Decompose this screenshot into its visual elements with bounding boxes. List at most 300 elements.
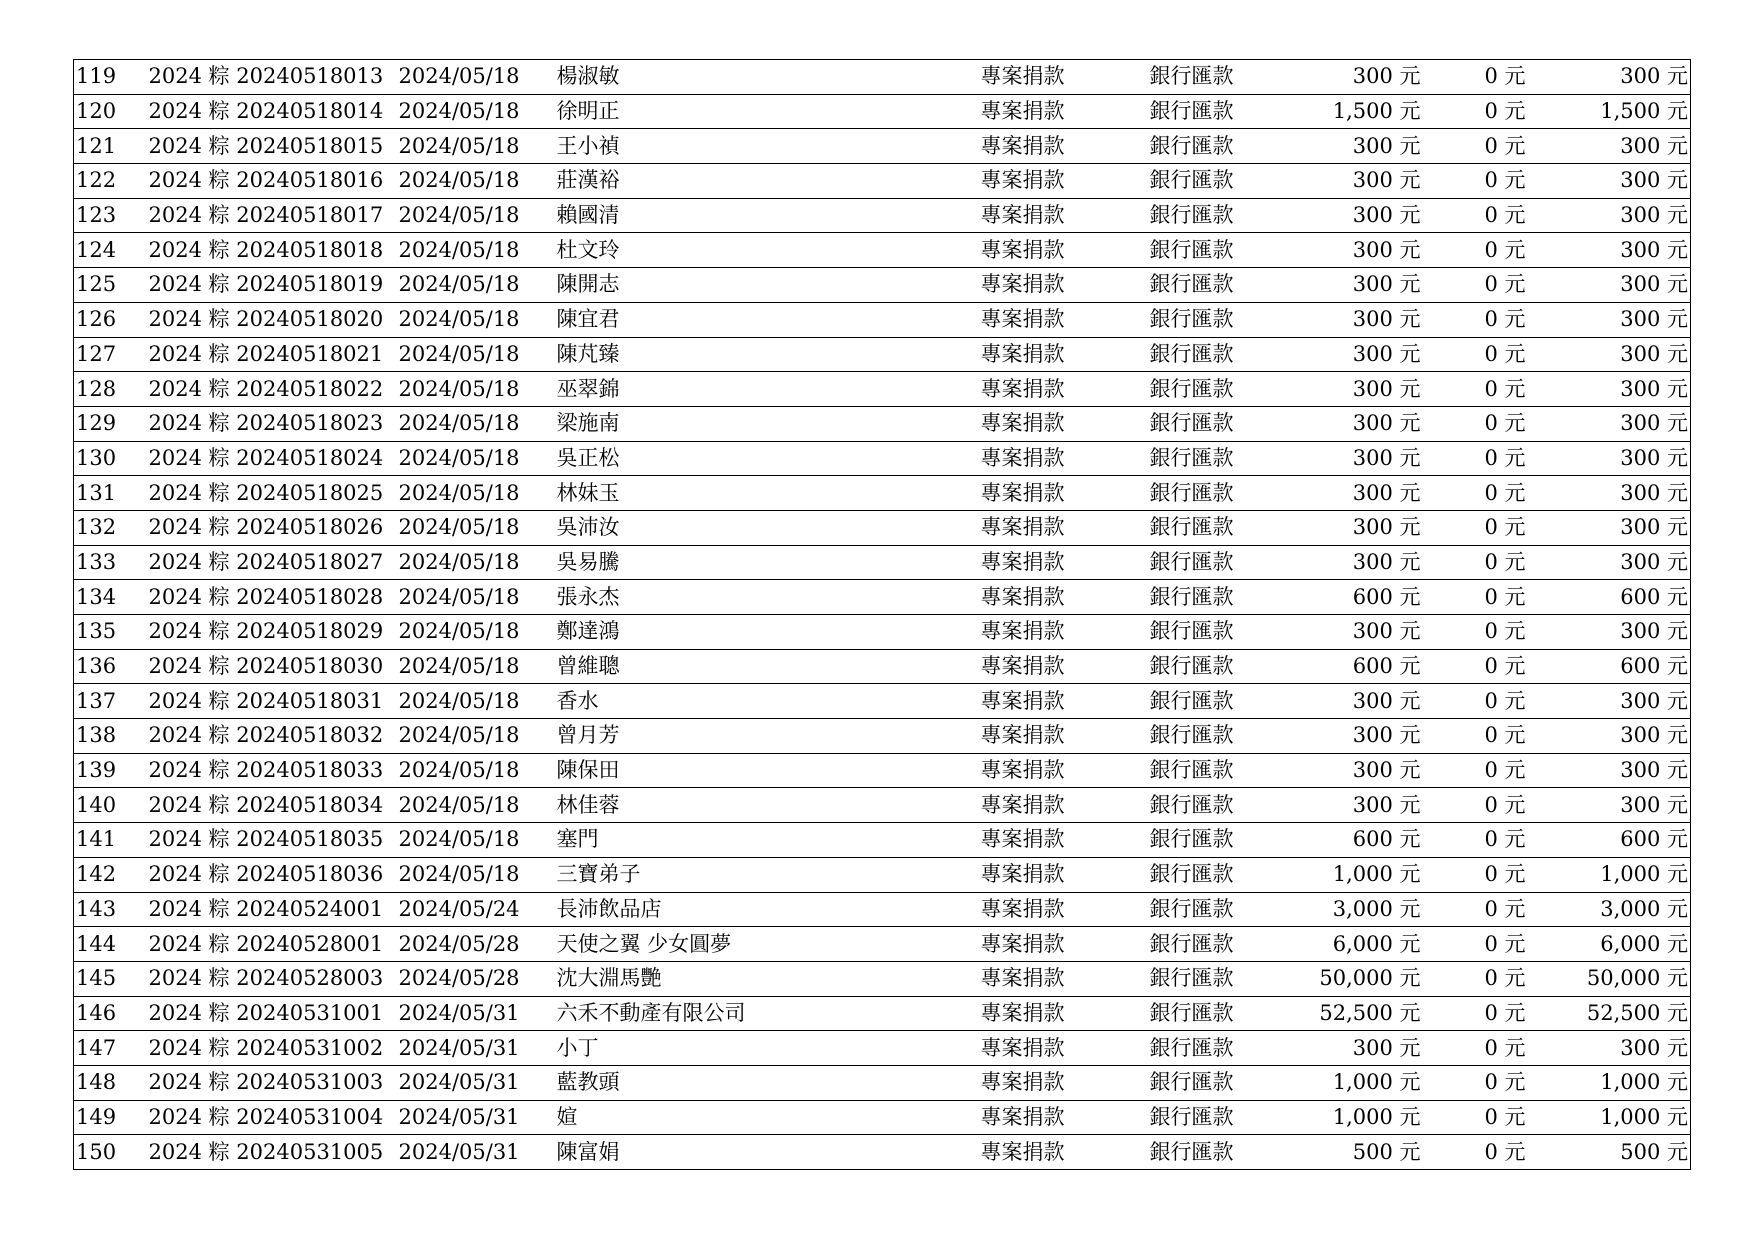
- receipt-number-cell: 2024 粽 20240518014: [147, 94, 397, 129]
- payment-method-cell: 銀行匯款: [1148, 1135, 1288, 1170]
- donation-date-cell: 2024/05/31: [397, 996, 555, 1031]
- table-row: [74, 198, 1691, 233]
- table-row: [74, 372, 1691, 407]
- payment-method-cell: 銀行匯款: [1148, 302, 1288, 337]
- donation-amount-cell: 300 元: [1288, 233, 1423, 268]
- receipt-number-cell: 2024 粽 20240518032: [147, 719, 397, 754]
- payment-method-cell: 銀行匯款: [1148, 1065, 1288, 1100]
- fee-amount-cell: 0 元: [1423, 302, 1528, 337]
- row-number-cell: 145: [74, 961, 147, 996]
- donation-amount-cell: 1,000 元: [1288, 1065, 1423, 1100]
- receipt-number-cell: 2024 粽 20240518021: [147, 337, 397, 372]
- payment-method-cell: 銀行匯款: [1148, 129, 1288, 164]
- donation-type-cell: 專案捐款: [979, 441, 1148, 476]
- table-row: [74, 233, 1691, 268]
- net-amount-cell: 500 元: [1528, 1135, 1691, 1170]
- receipt-number-cell: 2024 粽 20240518019: [147, 268, 397, 303]
- donation-type-cell: 專案捐款: [979, 996, 1148, 1031]
- receipt-number-cell: 2024 粽 20240518024: [147, 441, 397, 476]
- donation-date-cell: 2024/05/28: [397, 927, 555, 962]
- donor-name-cell: 賴國清: [555, 198, 979, 233]
- net-amount-cell: 52,500 元: [1528, 996, 1691, 1031]
- table-row: [74, 996, 1691, 1031]
- donation-type-cell: 專案捐款: [979, 927, 1148, 962]
- receipt-number-cell: 2024 粽 20240518033: [147, 753, 397, 788]
- net-amount-cell: 300 元: [1528, 719, 1691, 754]
- donation-amount-cell: 1,000 元: [1288, 857, 1423, 892]
- net-amount-cell: 600 元: [1528, 823, 1691, 858]
- net-amount-cell: 1,000 元: [1528, 857, 1691, 892]
- donor-name-cell: 沈大淵馬艷: [555, 961, 979, 996]
- row-number-cell: 120: [74, 94, 147, 129]
- net-amount-cell: 1,500 元: [1528, 94, 1691, 129]
- donation-amount-cell: 300 元: [1288, 337, 1423, 372]
- net-amount-cell: 300 元: [1528, 684, 1691, 719]
- donation-amount-cell: 50,000 元: [1288, 961, 1423, 996]
- table-row: [74, 441, 1691, 476]
- donation-amount-cell: 500 元: [1288, 1135, 1423, 1170]
- table-row: [74, 580, 1691, 615]
- donation-type-cell: 專案捐款: [979, 1065, 1148, 1100]
- net-amount-cell: 300 元: [1528, 1031, 1691, 1066]
- fee-amount-cell: 0 元: [1423, 580, 1528, 615]
- row-number-cell: 144: [74, 927, 147, 962]
- fee-amount-cell: 0 元: [1423, 615, 1528, 650]
- table-row: [74, 164, 1691, 199]
- payment-method-cell: 銀行匯款: [1148, 615, 1288, 650]
- receipt-number-cell: 2024 粽 20240518018: [147, 233, 397, 268]
- fee-amount-cell: 0 元: [1423, 94, 1528, 129]
- table-row: [74, 823, 1691, 858]
- donation-date-cell: 2024/05/18: [397, 580, 555, 615]
- receipt-number-cell: 2024 粽 20240531004: [147, 1100, 397, 1135]
- receipt-number-cell: 2024 粽 20240518025: [147, 476, 397, 511]
- donation-amount-cell: 300 元: [1288, 753, 1423, 788]
- receipt-number-cell: 2024 粽 20240518036: [147, 857, 397, 892]
- donation-date-cell: 2024/05/18: [397, 476, 555, 511]
- donation-amount-cell: 300 元: [1288, 788, 1423, 823]
- donation-type-cell: 專案捐款: [979, 1100, 1148, 1135]
- table-row: [74, 649, 1691, 684]
- net-amount-cell: 300 元: [1528, 545, 1691, 580]
- donation-type-cell: 專案捐款: [979, 337, 1148, 372]
- donor-name-cell: 陳芃臻: [555, 337, 979, 372]
- donation-type-cell: 專案捐款: [979, 1031, 1148, 1066]
- donation-type-cell: 專案捐款: [979, 233, 1148, 268]
- donation-type-cell: 專案捐款: [979, 1135, 1148, 1170]
- fee-amount-cell: 0 元: [1423, 996, 1528, 1031]
- row-number-cell: 128: [74, 372, 147, 407]
- donation-amount-cell: 6,000 元: [1288, 927, 1423, 962]
- row-number-cell: 119: [74, 60, 147, 95]
- donor-name-cell: 陳開志: [555, 268, 979, 303]
- donation-amount-cell: 52,500 元: [1288, 996, 1423, 1031]
- row-number-cell: 124: [74, 233, 147, 268]
- row-number-cell: 141: [74, 823, 147, 858]
- net-amount-cell: 600 元: [1528, 649, 1691, 684]
- receipt-number-cell: 2024 粽 20240518015: [147, 129, 397, 164]
- donor-name-cell: 王小禎: [555, 129, 979, 164]
- receipt-number-cell: 2024 粽 20240528003: [147, 961, 397, 996]
- receipt-number-cell: 2024 粽 20240518030: [147, 649, 397, 684]
- row-number-cell: 150: [74, 1135, 147, 1170]
- receipt-number-cell: 2024 粽 20240518026: [147, 510, 397, 545]
- receipt-number-cell: 2024 粽 20240518035: [147, 823, 397, 858]
- net-amount-cell: 6,000 元: [1528, 927, 1691, 962]
- donor-name-cell: 塞門: [555, 823, 979, 858]
- net-amount-cell: 300 元: [1528, 476, 1691, 511]
- payment-method-cell: 銀行匯款: [1148, 233, 1288, 268]
- fee-amount-cell: 0 元: [1423, 372, 1528, 407]
- fee-amount-cell: 0 元: [1423, 164, 1528, 199]
- row-number-cell: 136: [74, 649, 147, 684]
- donation-type-cell: 專案捐款: [979, 545, 1148, 580]
- fee-amount-cell: 0 元: [1423, 1031, 1528, 1066]
- receipt-number-cell: 2024 粽 20240528001: [147, 927, 397, 962]
- receipt-number-cell: 2024 粽 20240531003: [147, 1065, 397, 1100]
- fee-amount-cell: 0 元: [1423, 823, 1528, 858]
- table-row: [74, 753, 1691, 788]
- donation-amount-cell: 300 元: [1288, 510, 1423, 545]
- donation-amount-cell: 300 元: [1288, 129, 1423, 164]
- payment-method-cell: 銀行匯款: [1148, 1100, 1288, 1135]
- net-amount-cell: 300 元: [1528, 615, 1691, 650]
- table-row: [74, 719, 1691, 754]
- payment-method-cell: 銀行匯款: [1148, 545, 1288, 580]
- fee-amount-cell: 0 元: [1423, 927, 1528, 962]
- payment-method-cell: 銀行匯款: [1148, 441, 1288, 476]
- payment-method-cell: 銀行匯款: [1148, 996, 1288, 1031]
- donor-name-cell: 曾月芳: [555, 719, 979, 754]
- donation-type-cell: 專案捐款: [979, 892, 1148, 927]
- donation-type-cell: 專案捐款: [979, 164, 1148, 199]
- donation-date-cell: 2024/05/31: [397, 1100, 555, 1135]
- donation-amount-cell: 300 元: [1288, 476, 1423, 511]
- donation-amount-cell: 600 元: [1288, 649, 1423, 684]
- payment-method-cell: 銀行匯款: [1148, 927, 1288, 962]
- donation-amount-cell: 600 元: [1288, 580, 1423, 615]
- net-amount-cell: 300 元: [1528, 198, 1691, 233]
- row-number-cell: 148: [74, 1065, 147, 1100]
- row-number-cell: 140: [74, 788, 147, 823]
- payment-method-cell: 銀行匯款: [1148, 857, 1288, 892]
- net-amount-cell: 300 元: [1528, 441, 1691, 476]
- donation-date-cell: 2024/05/18: [397, 129, 555, 164]
- fee-amount-cell: 0 元: [1423, 441, 1528, 476]
- donor-name-cell: 林妹玉: [555, 476, 979, 511]
- donor-name-cell: 杜文玲: [555, 233, 979, 268]
- donation-ledger-table: [73, 59, 1691, 1170]
- donation-amount-cell: 600 元: [1288, 823, 1423, 858]
- table-row: [74, 788, 1691, 823]
- receipt-number-cell: 2024 粽 20240531005: [147, 1135, 397, 1170]
- net-amount-cell: 300 元: [1528, 60, 1691, 95]
- donor-name-cell: 吳易騰: [555, 545, 979, 580]
- net-amount-cell: 300 元: [1528, 129, 1691, 164]
- donation-type-cell: 專案捐款: [979, 615, 1148, 650]
- receipt-number-cell: 2024 粽 20240531001: [147, 996, 397, 1031]
- donation-date-cell: 2024/05/28: [397, 961, 555, 996]
- donor-name-cell: 林佳蓉: [555, 788, 979, 823]
- row-number-cell: 127: [74, 337, 147, 372]
- table-row: [74, 545, 1691, 580]
- table-row: [74, 406, 1691, 441]
- fee-amount-cell: 0 元: [1423, 1065, 1528, 1100]
- donor-name-cell: 張永杰: [555, 580, 979, 615]
- row-number-cell: 134: [74, 580, 147, 615]
- fee-amount-cell: 0 元: [1423, 753, 1528, 788]
- donation-type-cell: 專案捐款: [979, 788, 1148, 823]
- donation-type-cell: 專案捐款: [979, 719, 1148, 754]
- fee-amount-cell: 0 元: [1423, 649, 1528, 684]
- donation-date-cell: 2024/05/18: [397, 164, 555, 199]
- ledger-body: [74, 60, 1691, 1170]
- fee-amount-cell: 0 元: [1423, 892, 1528, 927]
- donation-date-cell: 2024/05/24: [397, 892, 555, 927]
- receipt-number-cell: 2024 粽 20240518027: [147, 545, 397, 580]
- receipt-number-cell: 2024 粽 20240518031: [147, 684, 397, 719]
- donation-date-cell: 2024/05/18: [397, 94, 555, 129]
- payment-method-cell: 銀行匯款: [1148, 337, 1288, 372]
- row-number-cell: 122: [74, 164, 147, 199]
- net-amount-cell: 300 元: [1528, 337, 1691, 372]
- donor-name-cell: 陳富娟: [555, 1135, 979, 1170]
- fee-amount-cell: 0 元: [1423, 476, 1528, 511]
- donation-type-cell: 專案捐款: [979, 857, 1148, 892]
- fee-amount-cell: 0 元: [1423, 545, 1528, 580]
- payment-method-cell: 銀行匯款: [1148, 823, 1288, 858]
- donation-type-cell: 專案捐款: [979, 372, 1148, 407]
- net-amount-cell: 50,000 元: [1528, 961, 1691, 996]
- table-row: [74, 684, 1691, 719]
- payment-method-cell: 銀行匯款: [1148, 649, 1288, 684]
- donation-date-cell: 2024/05/18: [397, 510, 555, 545]
- row-number-cell: 123: [74, 198, 147, 233]
- payment-method-cell: 銀行匯款: [1148, 164, 1288, 199]
- donation-type-cell: 專案捐款: [979, 302, 1148, 337]
- donation-type-cell: 專案捐款: [979, 961, 1148, 996]
- row-number-cell: 139: [74, 753, 147, 788]
- payment-method-cell: 銀行匯款: [1148, 580, 1288, 615]
- row-number-cell: 121: [74, 129, 147, 164]
- net-amount-cell: 300 元: [1528, 302, 1691, 337]
- net-amount-cell: 300 元: [1528, 164, 1691, 199]
- donor-name-cell: 梁施南: [555, 406, 979, 441]
- donation-date-cell: 2024/05/31: [397, 1135, 555, 1170]
- receipt-number-cell: 2024 粽 20240518023: [147, 406, 397, 441]
- fee-amount-cell: 0 元: [1423, 1135, 1528, 1170]
- table-row: [74, 476, 1691, 511]
- donation-amount-cell: 300 元: [1288, 164, 1423, 199]
- net-amount-cell: 300 元: [1528, 268, 1691, 303]
- table-row: [74, 1100, 1691, 1135]
- donor-name-cell: 六禾不動產有限公司: [555, 996, 979, 1031]
- donation-amount-cell: 300 元: [1288, 302, 1423, 337]
- net-amount-cell: 1,000 元: [1528, 1065, 1691, 1100]
- donation-date-cell: 2024/05/31: [397, 1065, 555, 1100]
- receipt-number-cell: 2024 粽 20240518028: [147, 580, 397, 615]
- donation-amount-cell: 3,000 元: [1288, 892, 1423, 927]
- net-amount-cell: 300 元: [1528, 406, 1691, 441]
- row-number-cell: 126: [74, 302, 147, 337]
- payment-method-cell: 銀行匯款: [1148, 198, 1288, 233]
- payment-method-cell: 銀行匯款: [1148, 406, 1288, 441]
- table-row: [74, 1031, 1691, 1066]
- donation-amount-cell: 300 元: [1288, 545, 1423, 580]
- net-amount-cell: 600 元: [1528, 580, 1691, 615]
- row-number-cell: 137: [74, 684, 147, 719]
- fee-amount-cell: 0 元: [1423, 1100, 1528, 1135]
- donation-amount-cell: 300 元: [1288, 684, 1423, 719]
- donor-name-cell: 吳沛汝: [555, 510, 979, 545]
- donation-date-cell: 2024/05/18: [397, 406, 555, 441]
- donation-date-cell: 2024/05/18: [397, 684, 555, 719]
- payment-method-cell: 銀行匯款: [1148, 372, 1288, 407]
- fee-amount-cell: 0 元: [1423, 684, 1528, 719]
- donation-amount-cell: 300 元: [1288, 615, 1423, 650]
- row-number-cell: 143: [74, 892, 147, 927]
- donation-amount-cell: 300 元: [1288, 1031, 1423, 1066]
- donation-date-cell: 2024/05/18: [397, 60, 555, 95]
- donation-date-cell: 2024/05/18: [397, 823, 555, 858]
- fee-amount-cell: 0 元: [1423, 788, 1528, 823]
- payment-method-cell: 銀行匯款: [1148, 1031, 1288, 1066]
- table-row: [74, 1135, 1691, 1170]
- fee-amount-cell: 0 元: [1423, 961, 1528, 996]
- payment-method-cell: 銀行匯款: [1148, 684, 1288, 719]
- payment-method-cell: 銀行匯款: [1148, 892, 1288, 927]
- donation-amount-cell: 300 元: [1288, 372, 1423, 407]
- row-number-cell: 138: [74, 719, 147, 754]
- donor-name-cell: 香水: [555, 684, 979, 719]
- donation-type-cell: 專案捐款: [979, 60, 1148, 95]
- donation-amount-cell: 300 元: [1288, 60, 1423, 95]
- donor-name-cell: 陳保田: [555, 753, 979, 788]
- row-number-cell: 146: [74, 996, 147, 1031]
- donation-date-cell: 2024/05/18: [397, 198, 555, 233]
- donation-date-cell: 2024/05/18: [397, 719, 555, 754]
- donor-name-cell: 三寶弟子: [555, 857, 979, 892]
- donation-type-cell: 專案捐款: [979, 198, 1148, 233]
- fee-amount-cell: 0 元: [1423, 233, 1528, 268]
- table-row: [74, 615, 1691, 650]
- receipt-number-cell: 2024 粽 20240518020: [147, 302, 397, 337]
- table-row: [74, 961, 1691, 996]
- donor-name-cell: 小丁: [555, 1031, 979, 1066]
- donation-amount-cell: 300 元: [1288, 406, 1423, 441]
- table-row: [74, 60, 1691, 95]
- payment-method-cell: 銀行匯款: [1148, 788, 1288, 823]
- fee-amount-cell: 0 元: [1423, 719, 1528, 754]
- net-amount-cell: 300 元: [1528, 753, 1691, 788]
- donation-type-cell: 專案捐款: [979, 268, 1148, 303]
- net-amount-cell: 300 元: [1528, 510, 1691, 545]
- table-row: [74, 337, 1691, 372]
- row-number-cell: 133: [74, 545, 147, 580]
- donation-type-cell: 專案捐款: [979, 94, 1148, 129]
- donation-date-cell: 2024/05/18: [397, 615, 555, 650]
- donor-name-cell: 楊淑敏: [555, 60, 979, 95]
- donor-name-cell: 徐明正: [555, 94, 979, 129]
- fee-amount-cell: 0 元: [1423, 129, 1528, 164]
- donor-name-cell: 吳正松: [555, 441, 979, 476]
- payment-method-cell: 銀行匯款: [1148, 961, 1288, 996]
- donor-name-cell: 媗: [555, 1100, 979, 1135]
- receipt-number-cell: 2024 粽 20240518022: [147, 372, 397, 407]
- receipt-number-cell: 2024 粽 20240518034: [147, 788, 397, 823]
- row-number-cell: 130: [74, 441, 147, 476]
- donor-name-cell: 藍教頭: [555, 1065, 979, 1100]
- donor-name-cell: 陳宜君: [555, 302, 979, 337]
- receipt-number-cell: 2024 粽 20240518013: [147, 60, 397, 95]
- donor-name-cell: 巫翠錦: [555, 372, 979, 407]
- donation-amount-cell: 1,500 元: [1288, 94, 1423, 129]
- donor-name-cell: 莊漢裕: [555, 164, 979, 199]
- donation-type-cell: 專案捐款: [979, 649, 1148, 684]
- donor-name-cell: 天使之翼 少女圓夢: [555, 927, 979, 962]
- donation-date-cell: 2024/05/18: [397, 372, 555, 407]
- donor-name-cell: 長沛飲品店: [555, 892, 979, 927]
- payment-method-cell: 銀行匯款: [1148, 476, 1288, 511]
- payment-method-cell: 銀行匯款: [1148, 510, 1288, 545]
- row-number-cell: 125: [74, 268, 147, 303]
- donation-date-cell: 2024/05/18: [397, 545, 555, 580]
- table-row: [74, 927, 1691, 962]
- payment-method-cell: 銀行匯款: [1148, 753, 1288, 788]
- receipt-number-cell: 2024 粽 20240518016: [147, 164, 397, 199]
- fee-amount-cell: 0 元: [1423, 337, 1528, 372]
- table-row: [74, 1065, 1691, 1100]
- payment-method-cell: 銀行匯款: [1148, 719, 1288, 754]
- row-number-cell: 149: [74, 1100, 147, 1135]
- row-number-cell: 142: [74, 857, 147, 892]
- row-number-cell: 147: [74, 1031, 147, 1066]
- table-row: [74, 302, 1691, 337]
- donation-type-cell: 專案捐款: [979, 510, 1148, 545]
- donation-date-cell: 2024/05/18: [397, 753, 555, 788]
- receipt-number-cell: 2024 粽 20240531002: [147, 1031, 397, 1066]
- donation-type-cell: 專案捐款: [979, 129, 1148, 164]
- table-row: [74, 510, 1691, 545]
- donation-date-cell: 2024/05/18: [397, 302, 555, 337]
- donation-type-cell: 專案捐款: [979, 684, 1148, 719]
- table-row: [74, 268, 1691, 303]
- table-row: [74, 129, 1691, 164]
- payment-method-cell: 銀行匯款: [1148, 60, 1288, 95]
- net-amount-cell: 3,000 元: [1528, 892, 1691, 927]
- donation-date-cell: 2024/05/31: [397, 1031, 555, 1066]
- receipt-number-cell: 2024 粽 20240524001: [147, 892, 397, 927]
- payment-method-cell: 銀行匯款: [1148, 94, 1288, 129]
- receipt-number-cell: 2024 粽 20240518017: [147, 198, 397, 233]
- donation-amount-cell: 300 元: [1288, 441, 1423, 476]
- donation-type-cell: 專案捐款: [979, 476, 1148, 511]
- row-number-cell: 129: [74, 406, 147, 441]
- fee-amount-cell: 0 元: [1423, 60, 1528, 95]
- table-row: [74, 94, 1691, 129]
- donation-amount-cell: 300 元: [1288, 268, 1423, 303]
- receipt-number-cell: 2024 粽 20240518029: [147, 615, 397, 650]
- donation-type-cell: 專案捐款: [979, 823, 1148, 858]
- donation-date-cell: 2024/05/18: [397, 857, 555, 892]
- fee-amount-cell: 0 元: [1423, 406, 1528, 441]
- donation-type-cell: 專案捐款: [979, 580, 1148, 615]
- donation-type-cell: 專案捐款: [979, 753, 1148, 788]
- net-amount-cell: 300 元: [1528, 233, 1691, 268]
- fee-amount-cell: 0 元: [1423, 198, 1528, 233]
- row-number-cell: 135: [74, 615, 147, 650]
- donor-name-cell: 曾維聰: [555, 649, 979, 684]
